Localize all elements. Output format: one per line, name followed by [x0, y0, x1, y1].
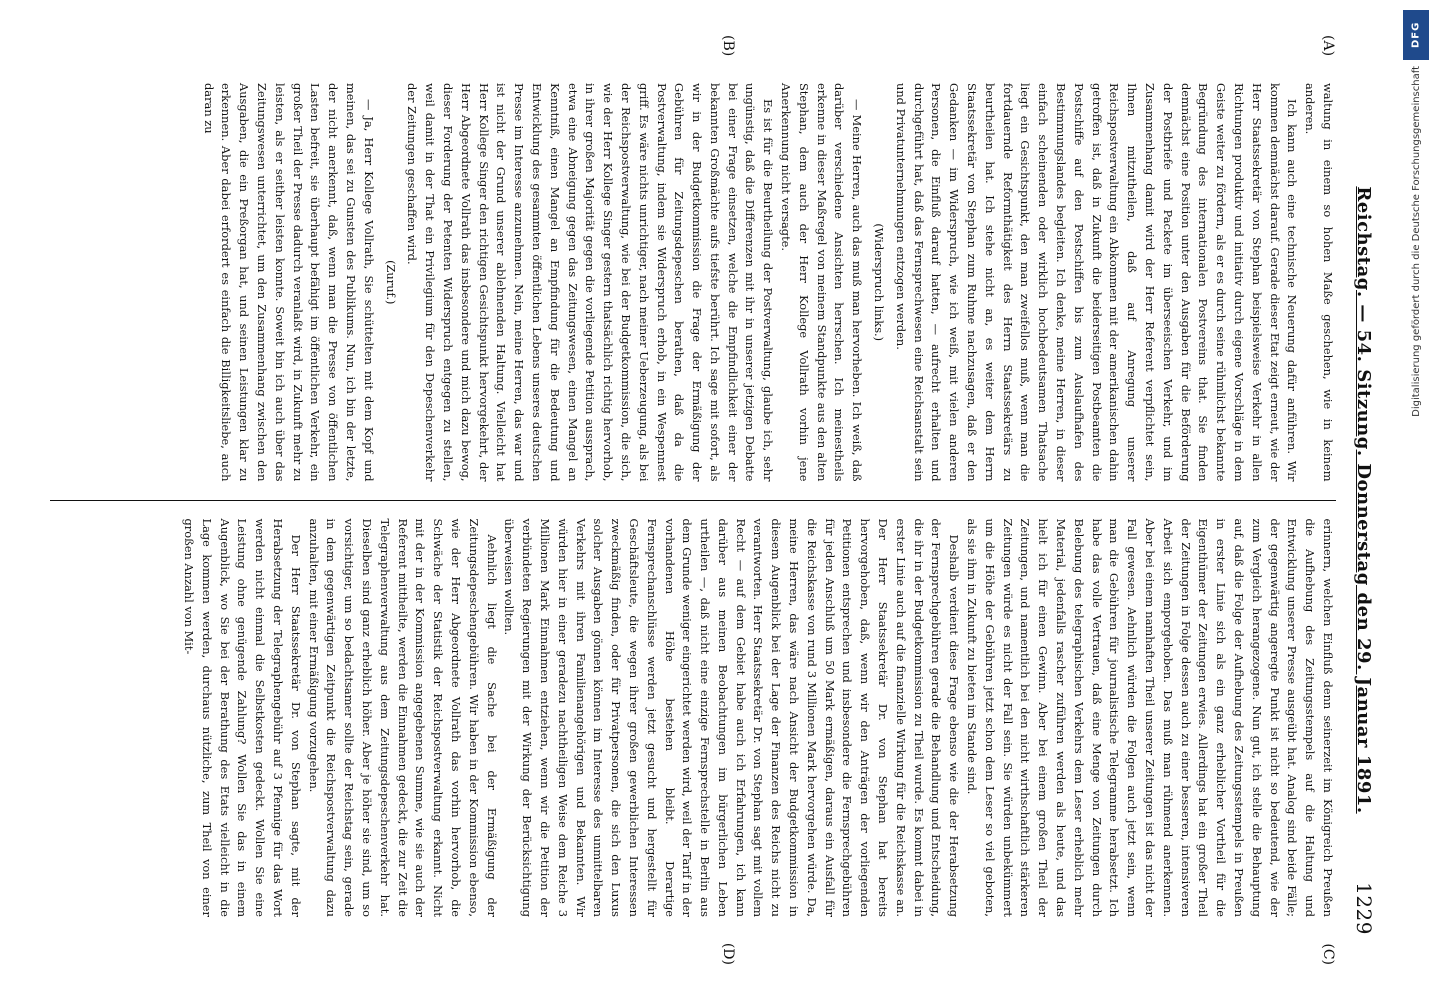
page-header: [1346, 65, 1382, 935]
dfg-credit: [1402, 10, 1430, 990]
interjection: (Widerspruch links.): [872, 223, 887, 342]
left-column: [50, 35, 1336, 500]
paragraph: Der Herr Staatssekretär Dr. von Stephan sagte, mit der Herabsetzung der Telegraphengebühr auf 3 Pfennige für das Wort werden nicht einmal die Selbstkosten gedeckt. Wollen Sie eine Leistung ohne genügende Zahlung? Wollen Sie das in einem Augenblick, wo Sie bei der Berathung des Etats vielleicht in die Lage kommen werden, durchaus nützliche, zum Theil von einer großen Anzahl von Mit-: [182, 518, 303, 917]
page-number: 1229: [1352, 882, 1376, 935]
paragraph: erinnern, welchen Einfluß denn seinerzeit im Königreich Preußen die Aufhebung des Zeitungsstempels auf die Haltung und Entwicklung unserer Presse ausgeübt hat. Analog sind beide Fälle; der gegenwärtig angeregte Punkt ist nicht so bedeutend, wie der zum Vergleich herangezogene. Nun gut, ich stelle die Behauptung auf, daß die Folge der Aufhebung des Zeitungsstempels in Preußen in erster Linie sich als ein ganz erheblicher Vortheil für die Eigenthümer der Zeitungen erwies. Allerdings hat ein großer Theil der Zeitungen in Folge dessen auch zu einer besseren, intensiveren Arbeit sich emporgehoben. Das muß man rühmend anerkennen. Aber bei einem namhaften Theil unserer Zeitungen ist das nicht der Fall gewesen. Aehnlich würden die Folgen auch jetzt sein, wenn man die Gebühren für journalistische Telegramme herabsetzt. Ich habe das volle Vertrauen, daß eine Menge von Zeitungen durch Belebung des telegraphischen Verkehrs dem Leser erheblich mehr Material, jedenfalls rascher zuführen werden als heute, und das hielt ich für einen Gewinn. Aber bei einem großen Theil der Zeitungen, und namentlich bei den nicht wirthschaftlich stärkeren Zeitungen würde es nicht der Fall sein. Sie würden unbekümmert um die Höhe der Gebühren jetzt schon dem Leser so viel geboten, als sie ihm in Zukunft zu bieten im Stande sind.: [965, 518, 1335, 917]
paragraph: waltung in einem so hohen Maße geschehen, wie in keinem anderen.: [1303, 83, 1335, 482]
paragraph: — Ja, Herr Kollege Vollrath, Sie schüttelten mit dem Kopf und meinen, das sei zu Gunsten des Publikums. Nun, ich bin der letzte, der nicht anerkennt, daß, wenn man die Presse von öffentlichen Lasten befreit, sie überhaupt befähigt im öffentlichen Verkehr, ein großer Theil der Presse dadurch veranlaßt wird, in Zukunft mehr zu leisten, als er seither leisten konnte. Soweit bin ich auch über das Zeitungswesen unterrichtet, um den Zusammenhang zwischen den Ausgaben, die ein Preßorgan hat, und seinen Leistungen klar zu erkennen. Aber dabei erfordert es einfach die Billigkeitsliebe, auch daran zu: [201, 83, 376, 482]
margin-marker-b: (B): [720, 35, 736, 57]
paragraph: Aehnlich liegt die Sache bei der Ermäßigung der Zeitungsdepeschengebühren. Wir haben in der Kommission ebenso, wie der Herr Abgeordnete Vollrath das vorhin hervorhob, die Schwäche der Statistik der Reichspostverwaltung erkannt. Nicht mit der in der Kommission angegebenen Summe, wie sie auch der Referent mittheilte, werden die Einnahmen gedeckt, die zur Zeit die Telegraphenverwaltung aus dem Zeitungsdepeschenverkehr hat. Dieselben sind ganz erheblich höher. Aber je höher sie sind, um so vorsichtiger, um so bedachtsamer sollte der Reichstag sein, gerade in dem gegenwärtigen Zeitpunkt die Reichspostverwaltung dazu anzuhalten, mit einer Ermäßigung vorzugehen.: [306, 518, 499, 917]
margin-marker-c: (C): [1320, 943, 1336, 965]
paragraph: — Meine Herren, auch das muß man hervorheben. Ich weiß, daß darüber verschiedene Ansichten herrschen. Ich meinestheils erkenne in dieser Maßregel von meinem Standpunkte aus den alten Stephan, dem auch der Herr Kollege Vollrath vorhin jene Anerkennung nicht versagte.: [779, 83, 865, 482]
page-title: Reichstag. — 54. Sitzung. Donnerstag den 29. Januar 1891.: [1353, 186, 1375, 814]
interjection: (Zuruf.): [383, 260, 398, 305]
margin-marker-d: (D): [720, 942, 736, 965]
text-columns: [50, 35, 1336, 965]
paragraph: Es ist für die Beurtheilung der Postverwaltung, glaube ich, sehr ungünstig, daß die Differenzen mit ihr in unserer jetzigen Debatte bei einer Frage einsetzen, welche die Empfindlichkeit einer der bekannten Großmächte aufs tiefste berührt. Ich sage mit sofort, als wir in der Budgetkommission die Frage der Ermäßigung der Gebühren für Zeitungsdepeschen berathen, daß da die Postverwaltung, indem sie Widerspruch erhob, in ein Wespennest griff. Es wäre nichts unrichtiger, nach meiner Ueberzeugung, als bei der Reichspostverwaltung, wie bei der Budgetkommission, die sich, wie der Herr Kollege Singer gestern thatsächlich richtig hervorhob, in ihrer großen Majorität gegen die vorliegende Petition aussprach, etwa eine Abneigung gegen das Zeitungswesen, einen Mangel an Kenntniß, einen Mangel an Empfindung für die Bedeutung und Entwicklung des gesammten öffentlichen Lebens unseres deutschen Presse im Interesse anzunehmen. Nein, meine Herren, das war und ist nicht der Grund unserer ablehnenden Haltung. Vielleicht hat Herr Kollege Singer den richtigen Gesichtspunkt hervorgekehrt, der Herr Abgeordnete Vollrath das insbesondere und mich dazu bewog, dieser Forderung der Petenten Widerspruch entgegen zu stellen, weil damit in der That ein Privilegium für den Depeschenverkehr der Zeitungen geschaffen wird.: [405, 83, 776, 482]
document-page: [26, 25, 1406, 975]
dfg-logo: DFG: [1403, 10, 1429, 60]
paragraph: Deshalb verdient diese Frage ebenso wie die der Herabsetzung der Fernsprechgebühren gerade die Behandlung und Entscheidung, die ihr in der Budgetkommission zu Theil wurde. Es kommt dabei in erster Linie auch auf die finanzielle Wirkung für die Reichskasse an. Der Herr Staatssekretär Dr. von Stephan hat bereits hervorgehoben, daß, wenn wir den Anträgen der vorliegenden Petitionen entsprechen und insbesondere die Fernsprechgebühren für jeden Anschluß um 50 Mark ermäßigen, daraus ein Ausfall für die Reichskasse von rund 3 Millionen Mark hervorgehen würde. Da, meine Herren, das wäre nach Ansicht der Budgetkommission in diesem Augenblick bei der Lage der Finanzen des Reichs nicht zu verantworten. Herr Staatssekretär Dr. von Stephan sagt mit vollem Recht — auf dem Gebiet habe auch ich Erfahrungen, ich kann darüber aus meinen Beobachtungen im bürgerlichen Leben urtheilen —, daß nicht eine einzige Fernsprechstelle in Berlin aus dem Grunde weniger eingerichtet werden wird, weil der Tarif in der vorhandenen Höhe bestehen bleibt. Derartige Fernsprechanschlüsse werden jetzt gesucht und hergestellt für Geschäftsleute, die wegen ihrer großen gewerblichen Interessen zweckmäßig finden, oder für Privatpersonen, die sich den Luxus solcher Ausgaben gönnen können im Interesse des unmittelbaren Verkehrs mit ihren Familienangehörigen und Bekannten. Wir würden hier in einer geradezu nachtheiligen Weise dem Reiche 3 Millionen Mark Einnahmen entziehen, wenn wir die Petition der verbündeten Regierungen mit der Wirkung der Berücksichtigung überweisen wollten.: [502, 518, 962, 917]
paragraph: Ich kann auch eine technische Neuerung dafür anführen. Wir kommen demnächst darauf. Gerade dieser Etat zeigt erneut, wie der Herr Staatssekretär von Stephan beispielsweise Verkehr in allen Richtungen produktiv und initiativ durch eigene Vorschläge in dem Geiste weiter zu fördern, als er es durch seine rühmlichst bekannte Begründung des internationalen Postvereins that. Sie finden demnächst eine Position unter den Ausgaben für die Beförderung der Postbriefe und Packete im überseeischen Verkehr, und im Zusammenhang damit wird der Herr Referent verpflichtet sein, Ihnen mitzutheilen, daß auf Anregung unserer Reichspostverwaltung ein Abkommen mit der amerikanischen dahin getroffen ist, daß in Zukunft die beiderseitigen Postbeamten die Postschiffe auf den Postschiffen bis zum Auslaufhafen des Bestimmungslandes begleiten. Ich denke, meine Herren, in dieser einfach scheinenden oder wirklich hochbedeutsamen Thatsache liegt ein Gesichtspunkt, den man zweifellos muß, wenn man die fortdauernde Reformthätigkeit des Herrn Staatssekretärs zu beurtheilen hat. Ich stehe nicht an, es weiter dem Herrn Staatssekretär von Stephan zum Ruhme nachzusagen, daß er den Gedanken — im Widerspruch, wie ich weiß, mit vielen anderen Personen, die Einfluß darauf hatten, — aufrecht erhalten und durchgeführt hat, daß das Fernsprechwesen eine Reichsanstalt sein und Privatunternehmungen entzogen werden.: [893, 83, 1300, 482]
margin-marker-a: (A): [1320, 35, 1336, 57]
right-column: [50, 500, 1336, 965]
dfg-credit-text: Digitalisierung gefördert durch die Deutsche Forschungsgemeinschaft: [1410, 66, 1422, 417]
